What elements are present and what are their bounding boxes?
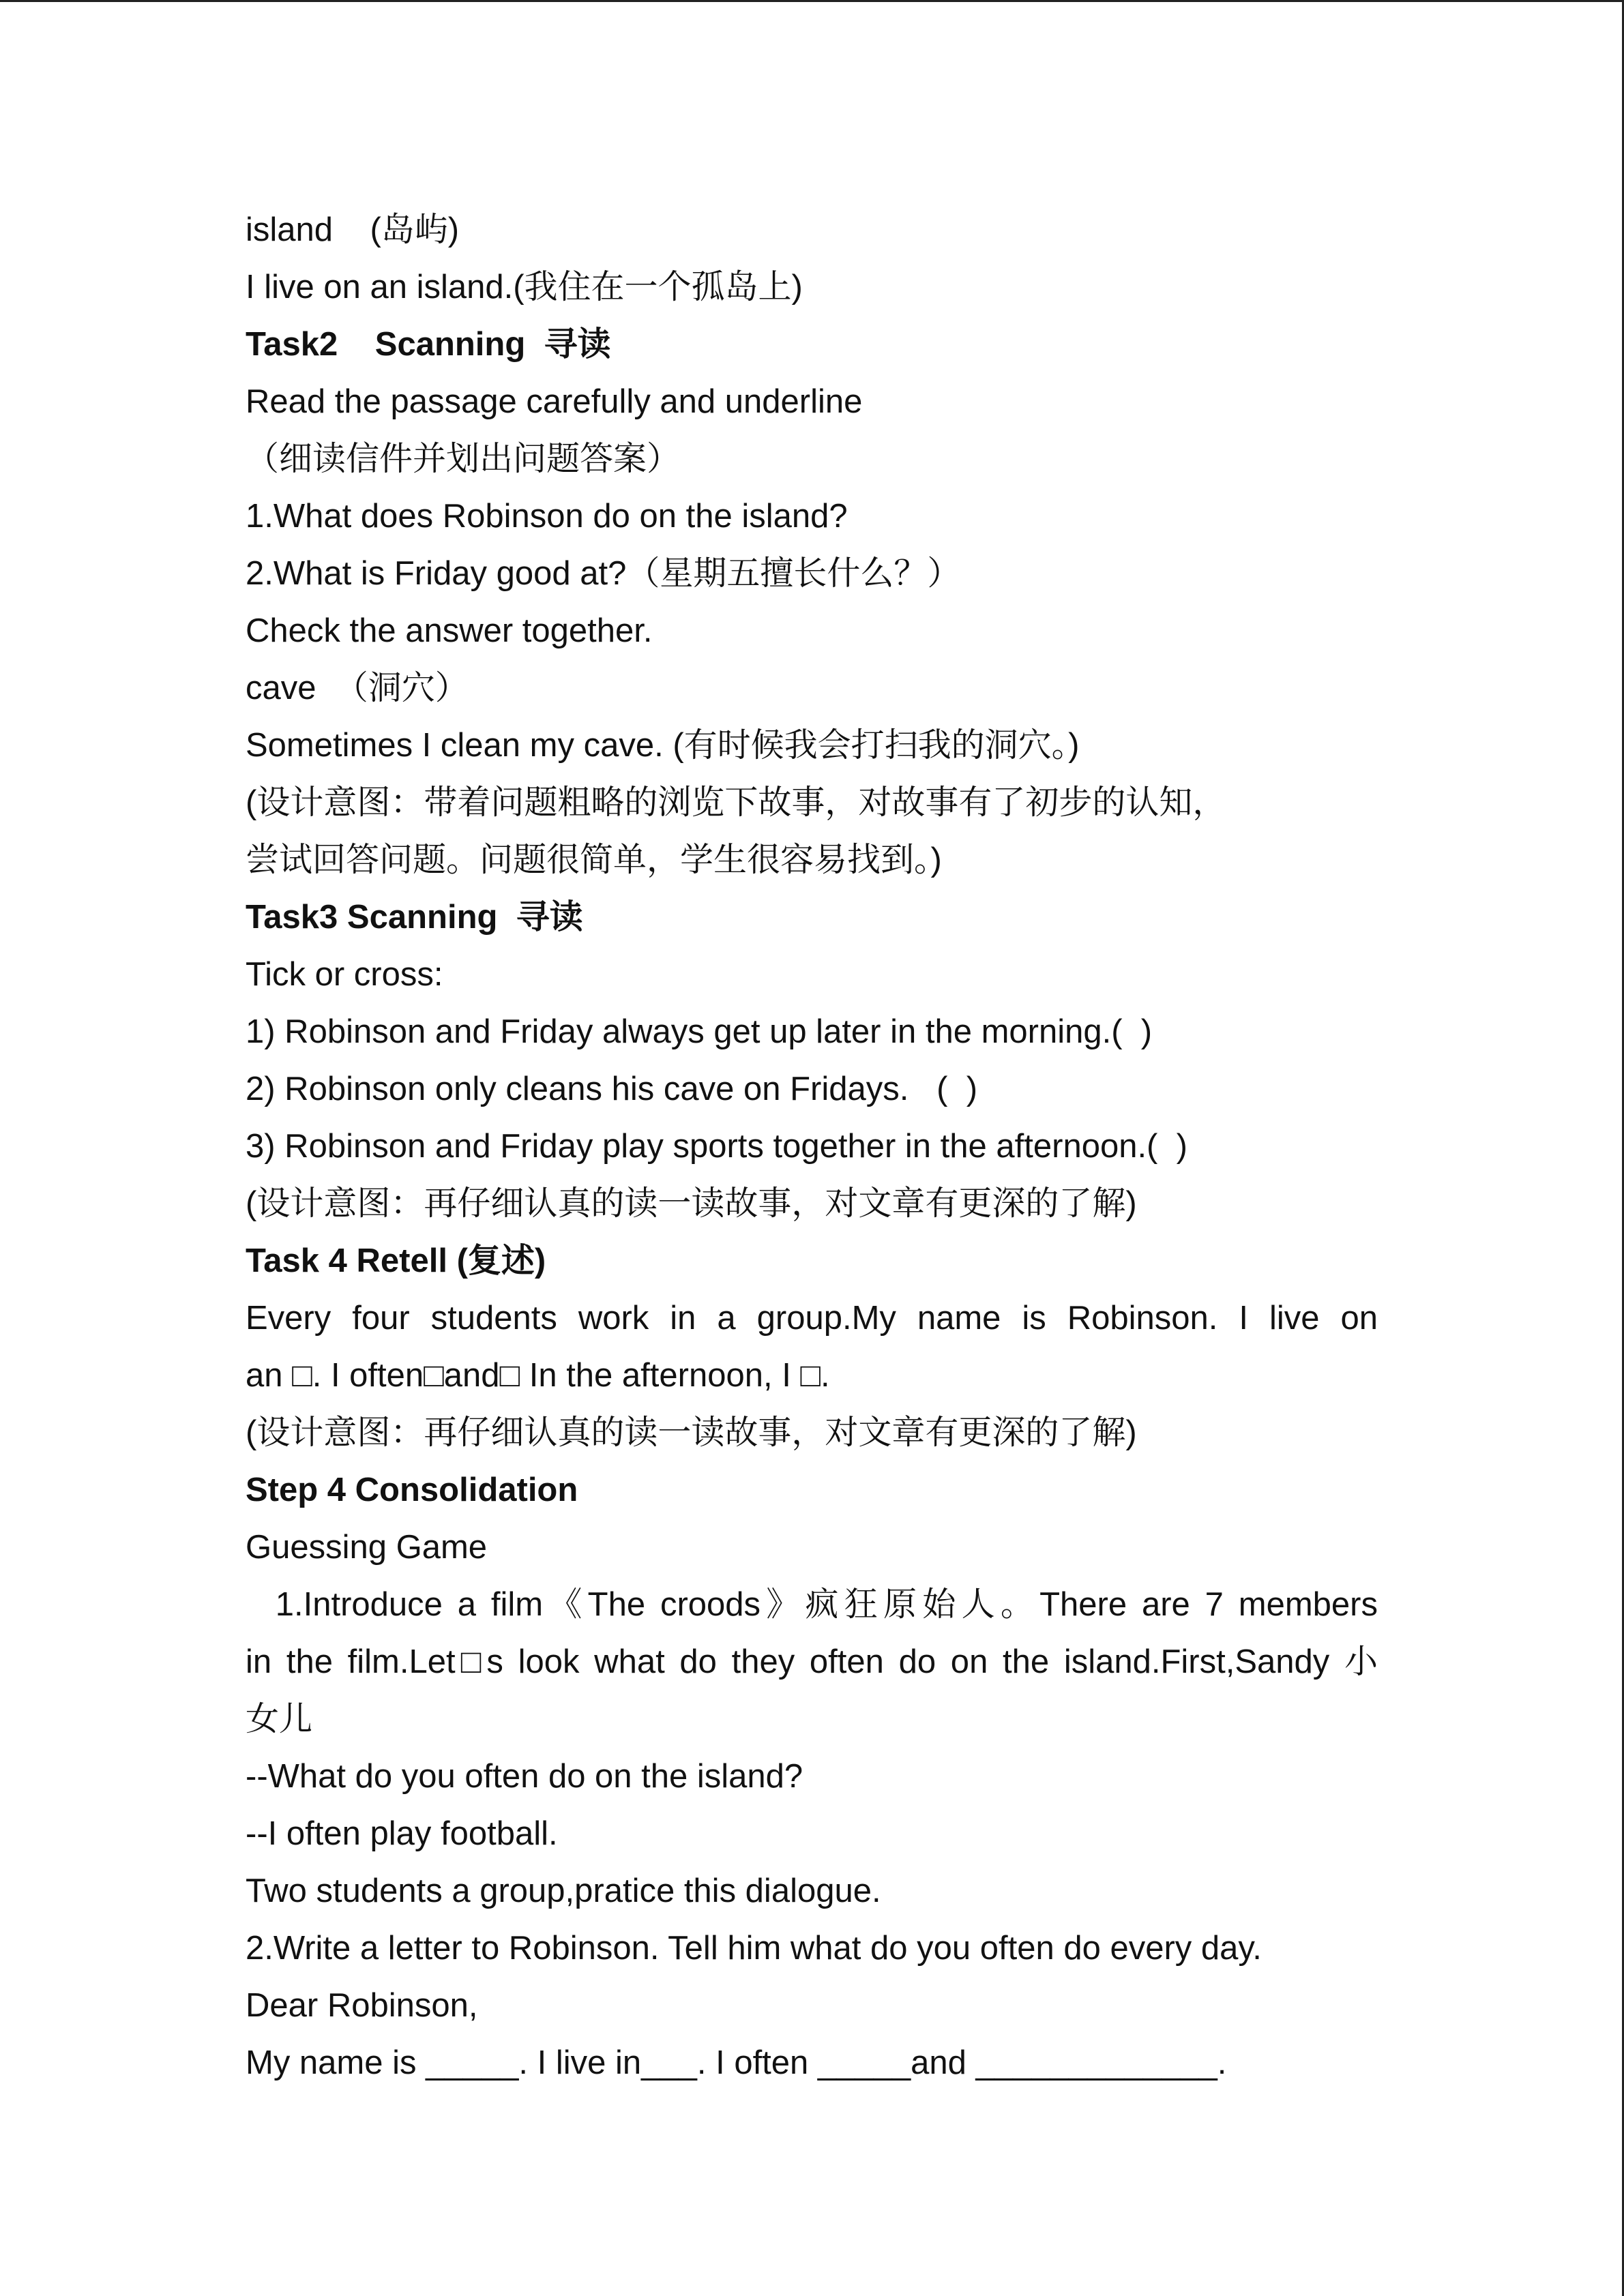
document-body bbox=[246, 201, 1378, 2091]
statement-3: 3) Robinson and Friday play sports together in the afternoon.( ) bbox=[246, 1128, 1187, 1165]
dialogue-practice: Two students a group,pratice this dialogue. bbox=[246, 1873, 881, 1909]
vocab-cave: cave （洞穴） bbox=[246, 670, 469, 706]
example-cave: Sometimes I clean my cave. (有时候我会打扫我的洞穴。) bbox=[246, 727, 1080, 764]
statement-2: 2) Robinson only cleans his cave on Fridays. ( ) bbox=[246, 1071, 978, 1107]
letter-greeting: Dear Robinson, bbox=[246, 1987, 478, 2024]
heading-task2: Task2 Scanning 寻读 bbox=[246, 326, 611, 363]
retell-paragraph-line2: an □. I often□and□ In the afternoon, I □. bbox=[246, 1357, 830, 1394]
instruction-read: Read the passage carefully and underline bbox=[246, 383, 863, 420]
letter-instruction: 2.Write a letter to Robinson. Tell him what do you often do every day. bbox=[246, 1930, 1262, 1967]
guessing-game: Guessing Game bbox=[246, 1529, 488, 1566]
tick-or-cross: Tick or cross: bbox=[246, 956, 443, 993]
letter-template: My name is _____. I live in___. I often _____and _____________. bbox=[246, 2044, 1227, 2081]
page-border-top bbox=[0, 0, 1624, 2]
design-intent-1b: 尝试回答问题。问题很简单，学生很容易找到。) bbox=[246, 841, 942, 878]
check-answer: Check the answer together. bbox=[246, 612, 653, 649]
heading-step4: Step 4 Consolidation bbox=[246, 1472, 578, 1508]
vocab-island: island (岛屿) bbox=[246, 211, 460, 248]
design-intent-1a: (设计意图：带着问题粗略的浏览下故事，对故事有了初步的认知， bbox=[246, 784, 1226, 821]
dialogue-question: --What do you often do on the island? bbox=[246, 1758, 803, 1795]
retell-paragraph-line1: Every four students work in a group.My name is Robinson. I live on bbox=[246, 1300, 1378, 1337]
design-intent-3: (设计意图：再仔细认真的读一读故事，对文章有更深的了解) bbox=[246, 1414, 1137, 1451]
film-paragraph-line3: 女儿 bbox=[246, 1701, 313, 1738]
heading-task4: Task 4 Retell (复述) bbox=[246, 1242, 546, 1279]
heading-task3: Task3 Scanning 寻读 bbox=[246, 899, 583, 936]
dialogue-answer: --I often play football. bbox=[246, 1815, 558, 1852]
design-intent-2: (设计意图：再仔细认真的读一读故事，对文章有更深的了解) bbox=[246, 1185, 1137, 1222]
example-island: I live on an island.(我住在一个孤岛上) bbox=[246, 269, 803, 305]
film-paragraph-line1: 1.Introduce a film《The croods》疯狂原始人。There are 7 members bbox=[246, 1586, 1378, 1623]
question-1: 1.What does Robinson do on the island? bbox=[246, 498, 848, 535]
instruction-read-cn: （细读信件并划出问题答案） bbox=[246, 441, 681, 477]
question-2: 2.What is Friday good at?（星期五擅长什么？） bbox=[246, 555, 961, 592]
statement-1: 1) Robinson and Friday always get up later in the morning.( ) bbox=[246, 1013, 1153, 1050]
film-paragraph-line2: in the film.Let□s look what do they often do on the island.First,Sandy 小 bbox=[246, 1643, 1378, 1680]
